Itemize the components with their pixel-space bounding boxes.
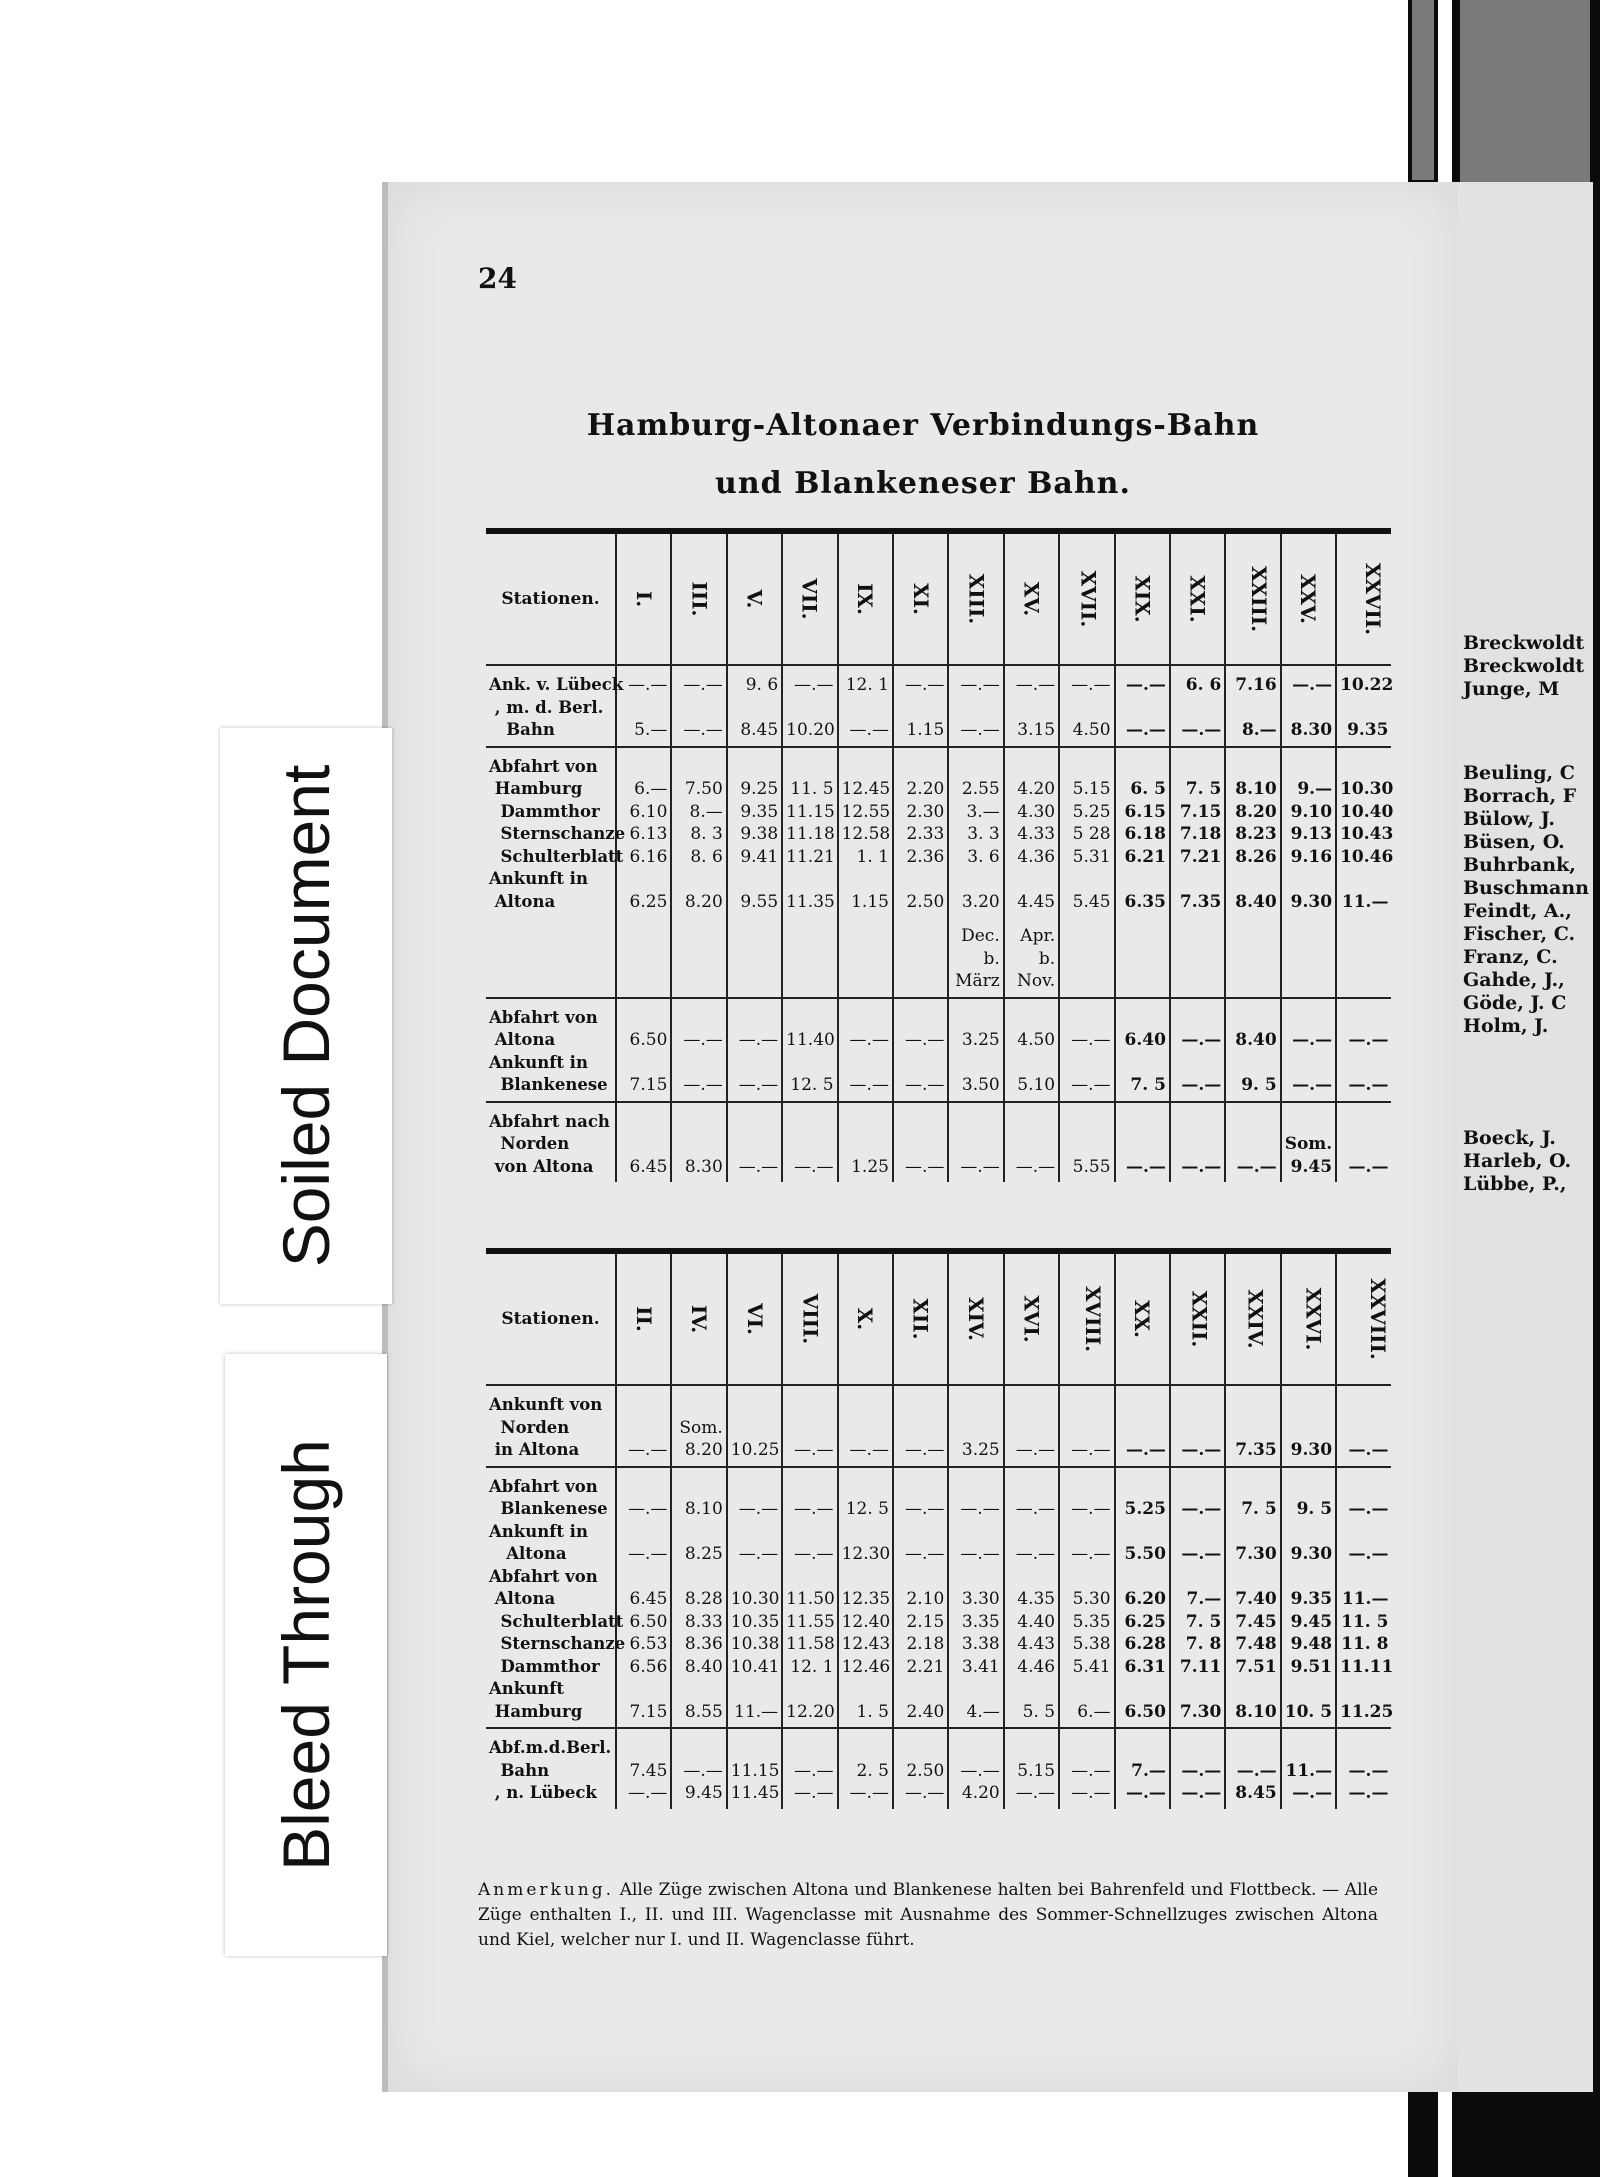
grey-band-edge [1460,0,1590,182]
station-cell: Abfahrt von Hamburg Dammthor Sternschanze Schulterblatt Ankunft in Altona [489,756,626,911]
train-number: XVIII. [1081,1285,1106,1353]
table-row [486,917,1391,998]
time-cell: —.— [782,1385,837,1467]
time-cell: —.— —.— [1170,1728,1225,1809]
footnote [478,1878,1378,1953]
table-row [486,665,1391,747]
time-cell: 7.50 8.— 8. 3 8. 6 8.20 [671,747,726,918]
time-cell: —.— 8.45 [1225,1728,1280,1809]
time-cell: —.— [782,1102,837,1183]
time-cell: —.— —.— [1336,1728,1391,1809]
time-cell: 4.20 4.30 4.33 4.36 4.45 [1004,747,1059,918]
page-subtitle: und Blankeneser Bahn. [715,466,1131,501]
time-cell: —.— [1225,1102,1280,1183]
time-cell: —.— —.— 11.— 11. 5 11. 8 11.11 11.25 [1336,1467,1391,1729]
time-cell: 2.20 2.30 2.33 2.36 2.50 [893,747,948,918]
time-cell: 11.— —.— [1281,1728,1336,1809]
table-row [486,1467,1391,1729]
table-header-row [486,531,1391,665]
time-cell: —.— —.— [671,998,726,1102]
time-cell: Apr. b. Nov. [1004,917,1059,998]
time-cell: 7.— —.— [1115,1728,1170,1809]
time-cell [782,917,837,998]
time-cell: 7. 5 7.15 7.18 7.21 7.35 [1170,747,1225,918]
time-cell: 5.15 5.25 5 28 5.31 5.45 [1059,747,1114,918]
station-cell: Abfahrt von Altona Ankunft in Blankenese [489,1007,608,1094]
time-cell: —.— [1059,1385,1114,1467]
time-cell: 3.25 3.50 [948,998,1003,1102]
train-number-header [727,531,782,665]
time-cell: —.— [727,1102,782,1183]
facing-name: Bülow, J. [1463,808,1555,830]
time-cell [1115,917,1170,998]
time-cell: 9. 5 9.30 9.35 9.45 9.48 9.51 10. 5 [1281,1467,1336,1729]
soiled-document-label: Soiled Document [220,728,392,1304]
table-row [486,1102,1391,1183]
train-number-header [1004,531,1059,665]
facing-name: Gahde, J., [1463,969,1565,991]
table-header-row [486,1251,1391,1385]
time-cell: —.— 4.20 [948,1728,1003,1809]
train-number: IV. [687,1304,712,1334]
station-cell: Ankunft von Norden in Altona [489,1395,603,1459]
time-cell: —.— —.— [1281,998,1336,1102]
station-cell: Abfahrt nach Norden von Altona [489,1111,610,1176]
time-cell: —.— 9.45 [671,1728,726,1809]
time-cell: 6.40 7. 5 [1115,998,1170,1102]
train-number: XXVI. [1301,1287,1326,1351]
time-cell: 6.45 [616,1102,671,1183]
train-number: XVI. [1019,1295,1044,1343]
time-cell [727,917,782,998]
time-cell [1281,917,1336,998]
train-number-header [893,1251,948,1385]
train-number-header [1115,531,1170,665]
time-cell: 6. 6 —.— [1170,665,1225,747]
train-number-header [1059,531,1114,665]
time-cell: 10.22 9.35 [1336,665,1391,747]
time-cell: —.— —.— [1115,665,1170,747]
facing-names-c [1463,1127,1571,1196]
train-number-header [1281,531,1336,665]
train-number-header [838,531,893,665]
time-cell [838,917,893,998]
time-cell [1059,917,1114,998]
time-cell: 3.25 [948,1385,1003,1467]
train-number-header [1059,1251,1114,1385]
train-number: II. [631,1306,656,1332]
time-cell: —.— —.— [893,998,948,1102]
time-cell: 9.30 [1281,1385,1336,1467]
train-number-header [1115,1251,1170,1385]
train-number-header [948,531,1003,665]
train-number-header [616,1251,671,1385]
time-cell: —.— [616,1385,671,1467]
time-cell: —.— 5.— [616,665,671,747]
time-cell [671,917,726,998]
time-cell: 11. 5 11.15 11.18 11.21 11.35 [782,747,837,918]
time-cell [893,917,948,998]
station-cell [486,917,616,998]
facing-name: Harleb, O. [1463,1150,1572,1172]
train-number-header [838,1251,893,1385]
facing-name: Fischer, C. [1463,923,1576,945]
time-cell: 4.50 5.10 [1004,998,1059,1102]
train-number-header [1225,531,1280,665]
time-cell: 8.30 [671,1102,726,1183]
train-number-header [893,531,948,665]
grey-band-right [1412,0,1434,180]
page-title: Hamburg-Altonaer Verbindungs-Bahn [586,408,1260,443]
train-number: XVII. [1076,570,1101,628]
facing-name: Buschmann [1463,877,1589,899]
facing-name: Borrach, F [1463,785,1577,807]
time-cell: 1.25 [838,1102,893,1183]
time-cell: —.— [893,1102,948,1183]
time-cell [616,917,671,998]
train-number-header [782,531,837,665]
train-number: XXIV. [1243,1289,1268,1349]
train-number: VIII. [797,1293,822,1345]
time-cell [1336,917,1391,998]
time-cell: 9.— 9.10 9.13 9.16 9.30 [1281,747,1336,918]
time-cell: —.— [1170,1385,1225,1467]
time-cell: —.— —.— 5.30 5.35 5.38 5.41 6.— [1059,1467,1114,1729]
time-cell: —.— [1115,1102,1170,1183]
time-cell: Dec. b. März [948,917,1003,998]
time-cell: 6. 5 6.15 6.18 6.21 6.35 [1115,747,1170,918]
bleed-through-label: Bleed Through [225,1354,387,1956]
train-number: XXVII. [1361,562,1386,636]
time-cell: 5.15 —.— [1004,1728,1059,1809]
train-number-header [616,531,671,665]
train-number: IX. [853,583,878,615]
footnote-text: Alle Züge zwischen Altona und Blankenese halten bei Bahrenfeld und Flottbeck. — Alle Züge enthalten I., II. und III. Wagenclasse mit Ausnahme des Sommer-Schnellzuges zwischen Altona und Kiel, welcher nur I. und II. Wagenclasse führt. [478,1880,1379,1950]
train-number: III. [687,581,712,617]
facing-name: Boeck, J. [1463,1127,1556,1149]
train-number: XV. [1019,581,1044,617]
time-cell: —.— 1.15 [893,665,948,747]
time-cell: 8.10 8.20 8.23 8.26 8.40 [1225,747,1280,918]
train-number: XIX. [1130,575,1155,623]
time-cell [1225,917,1280,998]
train-number-header [948,1251,1003,1385]
train-number-header [1004,1251,1059,1385]
time-cell: —.— —.— [1059,1728,1114,1809]
time-cell: Som. 8.20 [671,1385,726,1467]
time-cell: 8.10 8.25 8.28 8.33 8.36 8.40 8.55 [671,1467,726,1729]
time-cell: —.— —.— [727,998,782,1102]
time-cell: —.— —.— [782,1728,837,1809]
time-cell: —.— —.— 7.— 7. 5 7. 8 7.11 7.30 [1170,1467,1225,1729]
table-row [486,747,1391,918]
time-cell: —.— 4.50 [1059,665,1114,747]
time-cell: —.— [1336,1102,1391,1183]
time-cell: 12. 5 12.30 12.35 12.40 12.43 12.46 1. 5 [838,1467,893,1729]
time-cell: —.— [1004,1385,1059,1467]
time-cell: —.— —.— [1059,998,1114,1102]
time-cell: —.— [1115,1385,1170,1467]
train-number-header [1336,531,1391,665]
time-cell: 10.25 [727,1385,782,1467]
train-number: I. [631,590,656,608]
train-number-header [1170,531,1225,665]
train-number-header [1170,1251,1225,1385]
facing-name: Feindt, A., [1463,900,1572,922]
time-cell: —.— —.— 10.30 10.35 10.38 10.41 11.— [727,1467,782,1729]
time-cell: —.— [1336,1385,1391,1467]
time-cell: 12. 1 —.— [838,665,893,747]
time-cell: —.— —.— [1170,998,1225,1102]
facing-name: Büsen, O. [1463,831,1565,853]
facing-name: Breckwoldt [1463,632,1585,654]
time-cell [1170,917,1225,998]
table-row [486,1385,1391,1467]
time-cell: 2.55 3.— 3. 3 3. 6 3.20 [948,747,1003,918]
time-cell: 5.55 [1059,1102,1114,1183]
time-cell: —.— —.— [948,665,1003,747]
stations-header: Stationen. [501,1309,600,1329]
time-cell: 10.30 10.40 10.43 10.46 11.— [1336,747,1391,918]
train-number: XXII. [1187,1290,1212,1348]
time-cell: 11.15 11.45 [727,1728,782,1809]
time-cell: 6.50 7.15 [616,998,671,1102]
facing-name: Franz, C. [1463,946,1558,968]
train-number: X. [853,1307,878,1331]
stations-header: Stationen. [501,589,600,609]
train-number: VI. [742,1303,767,1335]
facing-names-b [1463,762,1589,1038]
timetable-2 [486,1248,1394,1809]
time-cell: 7. 5 7.30 7.40 7.45 7.48 7.51 8.10 [1225,1467,1280,1729]
train-number-header [671,531,726,665]
train-number-header [727,1251,782,1385]
time-cell: —.— —.— 3.30 3.35 3.38 3.41 4.— [948,1467,1003,1729]
facing-name: Holm, J. [1463,1015,1549,1037]
time-cell: —.— [948,1102,1003,1183]
time-cell: —.— [893,1385,948,1467]
time-cell: —.— [838,1385,893,1467]
train-number: XII. [908,1298,933,1340]
station-cell: Abfahrt von Blankenese Ankunft in Altona Abfahrt von Altona Schulterblatt Sternschanze Dammthor Ankunft Hamburg [489,1476,626,1721]
time-cell: 5.25 5.50 6.20 6.25 6.28 6.31 6.50 [1115,1467,1170,1729]
train-number: XIV. [964,1297,989,1341]
train-number: XXI. [1185,575,1210,623]
facing-name: Göde, J. C [1463,992,1567,1014]
time-cell: —.— —.— 2.10 2.15 2.18 2.21 2.40 [893,1467,948,1729]
time-cell: —.— [1004,1102,1059,1183]
station-cell: Abf.m.d.Berl. Bahn , n. Lübeck [489,1738,612,1802]
time-cell: Som. 9.45 [1281,1102,1336,1183]
page-number: 24 [478,262,517,295]
table-row [486,998,1391,1102]
facing-name: Junge, M [1463,678,1560,700]
facing-name: Buhrbank, [1463,854,1576,876]
train-number: V. [742,589,767,609]
time-cell: —.— —.— 11.50 11.55 11.58 12. 1 12.20 [782,1467,837,1729]
timetable-1 [486,528,1394,1182]
train-number: XXVIII. [1365,1278,1390,1360]
time-cell: —.— 3.15 [1004,665,1059,747]
footnote-lead: Anmerkung. [478,1880,615,1900]
station-cell: Ank. v. Lübeck , m. d. Berl. Bahn [489,675,624,739]
time-cell: 9. 6 8.45 [727,665,782,747]
time-cell: 7.45 —.— [616,1728,671,1809]
time-cell: 12.45 12.55 12.58 1. 1 1.15 [838,747,893,918]
train-number-header [782,1251,837,1385]
time-cell: 2. 5 —.— [838,1728,893,1809]
train-number: XI. [908,583,933,615]
time-cell: 9.25 9.35 9.38 9.41 9.55 [727,747,782,918]
scanned-page [382,182,1458,2092]
train-number-header [1281,1251,1336,1385]
time-cell: —.— 8.30 [1281,665,1336,747]
time-cell: 2.50 —.— [893,1728,948,1809]
time-cell: —.— —.— 6.45 6.50 6.53 6.56 7.15 [616,1467,671,1729]
facing-name: Lübbe, P., [1463,1173,1567,1195]
train-number: VII. [797,578,822,620]
train-number: XXV. [1296,573,1321,625]
time-cell: —.— —.— [1336,998,1391,1102]
time-cell: 11.40 12. 5 [782,998,837,1102]
time-cell: —.— —.— [671,665,726,747]
train-number-header [1336,1251,1391,1385]
train-number: XX. [1130,1300,1155,1338]
train-number-header [671,1251,726,1385]
train-number-header [1225,1251,1280,1385]
facing-name: Breckwoldt [1463,655,1585,677]
facing-names-a [1463,632,1584,701]
facing-page [1448,182,1593,2092]
facing-name: Beuling, C [1463,762,1575,784]
train-number: XXIII. [1247,565,1272,633]
time-cell: 6.— 6.10 6.13 6.16 6.25 [616,747,671,918]
train-number: XIII. [964,573,989,625]
time-cell: 7.16 8.— [1225,665,1280,747]
time-cell: 8.40 9. 5 [1225,998,1280,1102]
time-cell: 7.35 [1225,1385,1280,1467]
time-cell: —.— [1170,1102,1225,1183]
table-row [486,1728,1391,1809]
time-cell: —.— 10.20 [782,665,837,747]
time-cell: —.— —.— [838,998,893,1102]
time-cell: —.— —.— 4.35 4.40 4.43 4.46 5. 5 [1004,1467,1059,1729]
